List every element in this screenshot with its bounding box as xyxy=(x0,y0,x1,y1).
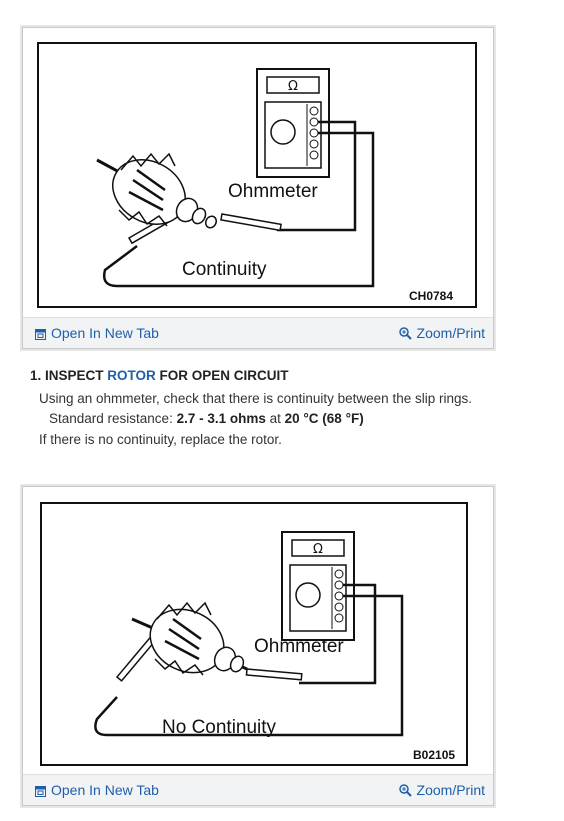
result-label: No Continuity xyxy=(162,717,277,738)
figure-card-continuity xyxy=(22,27,494,349)
figure-toolbar xyxy=(23,774,493,805)
open-in-new-tab-link[interactable] xyxy=(35,325,159,341)
result-label: Continuity xyxy=(182,259,267,280)
figure-card-no-continuity xyxy=(22,486,494,806)
ohmmeter-label: Ohmmeter xyxy=(228,181,318,202)
step-action: If there is no continuity, replace the rotor. xyxy=(39,431,282,447)
ohm-symbol-icon: Ω xyxy=(288,79,298,94)
figure-code: B02105 xyxy=(413,748,456,762)
open-in-new-tab-label: Open In New Tab xyxy=(51,325,159,341)
step-title: 1. INSPECT ROTOR FOR OPEN CIRCUIT xyxy=(30,368,289,383)
zoom-icon xyxy=(399,327,412,340)
open-tab-icon xyxy=(35,329,46,340)
figure-code: CH0784 xyxy=(409,289,454,303)
ohm-symbol-icon: Ω xyxy=(313,542,323,557)
rotor-no-continuity-diagram xyxy=(37,501,477,769)
zoom-icon xyxy=(399,784,412,797)
open-tab-icon xyxy=(35,786,46,797)
open-in-new-tab-link[interactable] xyxy=(35,782,159,798)
rotor-continuity-diagram xyxy=(37,42,477,312)
figure-toolbar xyxy=(23,317,493,348)
zoom-print-link[interactable] xyxy=(399,325,485,341)
rotor-keyword[interactable]: ROTOR xyxy=(107,368,156,383)
zoom-print-link[interactable] xyxy=(399,782,485,798)
open-in-new-tab-label: Open In New Tab xyxy=(51,782,159,798)
zoom-print-label: Zoom/Print xyxy=(416,782,485,798)
ohmmeter-label: Ohmmeter xyxy=(254,636,344,657)
zoom-print-label: Zoom/Print xyxy=(416,325,485,341)
inspection-step xyxy=(30,366,550,450)
step-instruction: Using an ohmmeter, check that there is continuity between the slip rings. xyxy=(39,390,472,406)
standard-resistance: Standard resistance: 2.7 - 3.1 ohms at 20 °C (68 °F) xyxy=(49,411,364,426)
